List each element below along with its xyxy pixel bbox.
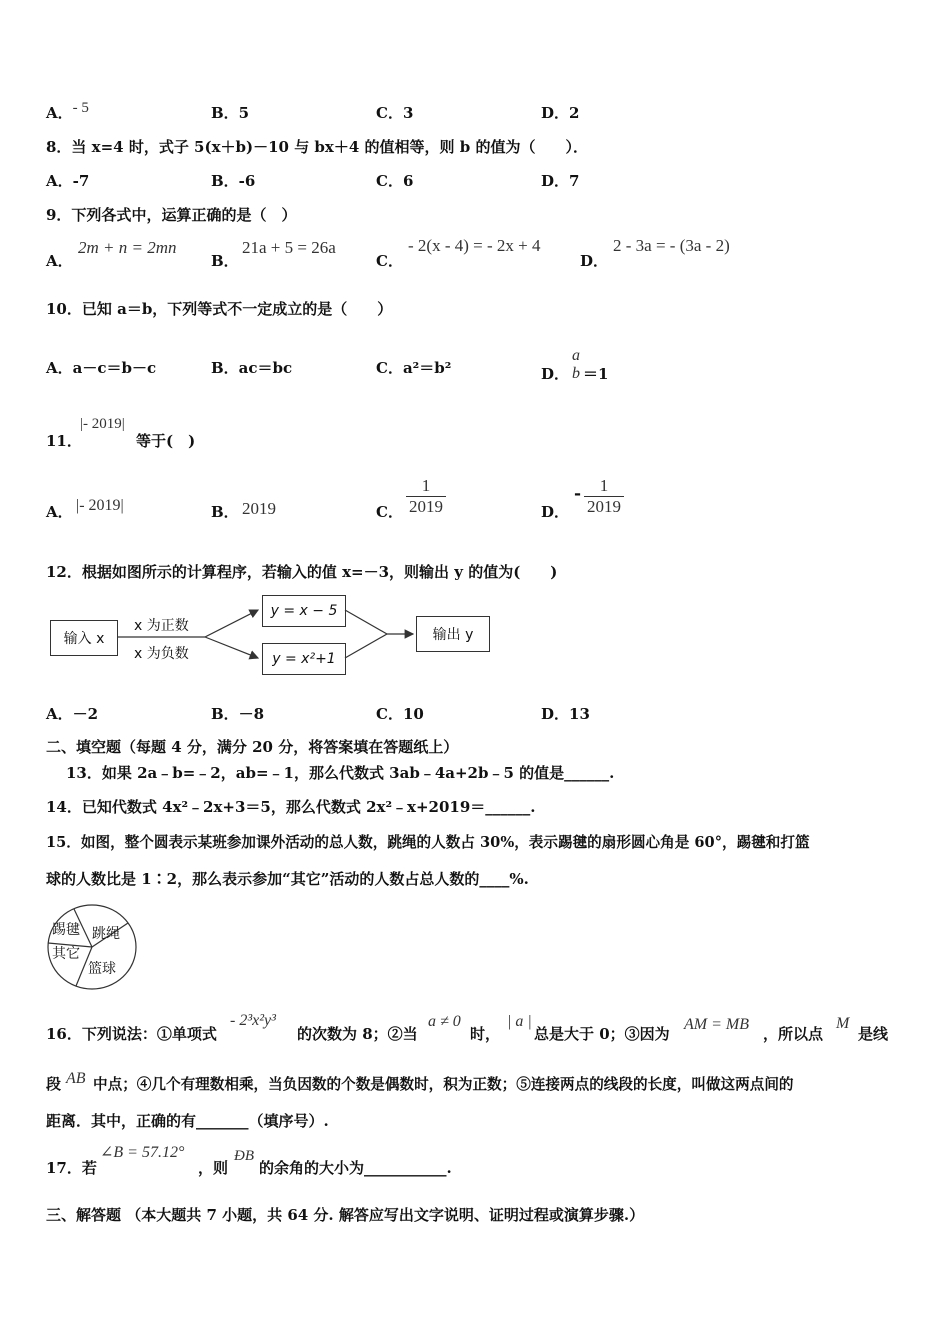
q11-option-d-fraction [584, 476, 624, 517]
q11-abs-value: |- 2019| [80, 416, 125, 432]
q7-a-letter: A． [46, 104, 73, 122]
q11-option-d-letter: D． [541, 503, 570, 521]
q16-part-f: 是线 [858, 1025, 889, 1043]
q9-option-b-math: 21a + 5 = 26a [242, 238, 336, 257]
flow-positive-label: x 为正数 [134, 618, 189, 634]
q11-option-d-sign: - [574, 484, 582, 504]
q11-option-a-letter: A． [46, 503, 73, 521]
q16-equation: AM = MB [684, 1016, 749, 1033]
q16-monomial: - 2³x²y³ [230, 1012, 276, 1029]
flow-positive-box: y = x − 5 [262, 595, 346, 627]
q9-stem: 9．下列各式中，运算正确的是（ ） [46, 206, 297, 224]
q16-line2-b: 中点；④几个有理数相乘，当负因数的个数是偶数时，积为正数；⑤连接两点的线段的长度，叫做这两点间的 [93, 1076, 794, 1093]
q15-line2: 球的人数比是 1∶2，那么表示参加“其它”活动的人数占总人数的____%. [46, 870, 529, 888]
q16-abs-a: | a | [507, 1013, 532, 1030]
q17-part-c: 的余角的大小为___________. [259, 1159, 452, 1177]
q11-option-a-value: |- 2019| [76, 497, 124, 514]
q7-option-d: D．2 [541, 104, 580, 122]
q17-angle: ∠B = 57.12° [100, 1144, 185, 1161]
q16-line2-a: 段 [46, 1075, 62, 1093]
q10-d-letter: D． [541, 365, 570, 383]
q11-tail: 等于( ) [136, 432, 196, 450]
q11-number: 11． [46, 432, 82, 450]
q13-text: 13．如果 2a﹣b=﹣2，ab=﹣1，那么代数式 3ab﹣4a+2b﹣5 的值是______. [66, 764, 615, 782]
q17-symbol: ÐB [234, 1148, 254, 1164]
q11-option-b-letter: B． [211, 503, 239, 521]
q12-option-c: C．10 [376, 705, 424, 723]
q10-option-d [541, 347, 609, 393]
q9-option-c-letter: C． [376, 252, 403, 270]
q16-line3: 距离．其中，正确的有_______（填序号）. [46, 1112, 329, 1130]
pie-label-tiaosheng: 跳绳 [92, 926, 120, 942]
q8-stem: 8．当 x=4 时，式子 5(x＋b)－10 与 bx＋4 的值相等，则 b 的值为（ ）． [46, 138, 588, 156]
flow-input-box: 输入 x [50, 620, 118, 656]
q17-part-b: ，则 [198, 1159, 229, 1177]
q8-option-a: A．-7 [46, 172, 90, 190]
flow-negative-label: x 为负数 [134, 646, 189, 662]
q16-part-b: 的次数为 8；②当 [297, 1025, 418, 1043]
q12-stem: 12．根据如图所示的计算程序，若输入的值 x=－3，则输出 y 的值为( ) [46, 563, 558, 581]
q7-a-value: - 5 [72, 100, 89, 116]
q8-option-b: B．-6 [211, 172, 256, 190]
q10-option-c: C．a²＝b² [376, 359, 452, 377]
q16-point-m: M [836, 1015, 850, 1032]
q15-pie-diagram [46, 903, 138, 991]
q8-option-c: C．6 [376, 172, 414, 190]
q16-segment-ab: AB [66, 1070, 86, 1087]
q16-part-c: 时， [470, 1025, 501, 1043]
q10-d-denominator: b [572, 365, 581, 382]
q12-option-b: B．－8 [211, 705, 265, 723]
flow-negative-box: y = x²+1 [262, 643, 346, 675]
q9-option-a-letter: A． [46, 252, 73, 270]
q14-text: 14．已知代数式 4x²﹣2x+3＝5，那么代数式 2x²﹣x+2019＝______. [46, 798, 536, 816]
q10-option-a: A．a－c＝b－c [46, 359, 157, 377]
q10-option-b: B．ac＝bc [211, 359, 293, 377]
q9-option-a-math: 2m + n = 2mn [78, 238, 177, 257]
q11-d-numerator: 1 [584, 476, 624, 497]
q11-option-c-letter: C． [376, 503, 403, 521]
q12-option-a: A．－2 [46, 705, 99, 723]
flow-arrows [0, 0, 520, 700]
q12-option-d: D．13 [541, 705, 590, 723]
q15-line1: 15．如图，整个圆表示某班参加课外活动的总人数，跳绳的人数占 30%，表示踢毽的扇形圆心角是 60°，踢毽和打篮 [46, 834, 810, 851]
q16-condition: a ≠ 0 [428, 1013, 461, 1030]
q7-option-c: C．3 [376, 104, 414, 122]
section-2-heading: 二、填空题（每题 4 分，满分 20 分，将答案填在答题纸上） [46, 738, 459, 756]
q10-d-fraction [569, 347, 583, 383]
q16-part-d: 总是大于 0；③因为 [534, 1025, 670, 1043]
flow-output-box: 输出 y [416, 616, 490, 652]
q11-option-b-value: 2019 [242, 499, 276, 518]
q9-option-c-math: - 2(x - 4) = - 2x + 4 [408, 236, 541, 255]
q8-option-d: D．7 [541, 172, 580, 190]
q9-option-d-math: 2 - 3a = - (3a - 2) [613, 236, 730, 255]
q10-d-numerator: a [572, 347, 581, 364]
q11-c-numerator: 1 [406, 476, 446, 497]
q9-option-b-letter: B． [211, 252, 239, 270]
pie-label-qita: 其它 [52, 946, 80, 962]
q11-d-denominator: 2019 [587, 497, 621, 516]
q7-option-b: B．5 [211, 104, 250, 122]
q11-c-denominator: 2019 [409, 497, 443, 516]
pie-label-jianzi: 踢毽 [52, 922, 80, 938]
q16-part-a: 16．下列说法：①单项式 [46, 1025, 217, 1043]
q10-d-tail: ＝1 [583, 365, 609, 383]
q10-stem: 10．已知 a＝b，下列等式不一定成立的是（ ） [46, 300, 393, 318]
q9-option-d-letter: D． [580, 252, 609, 270]
pie-label-lanqiu: 篮球 [88, 961, 116, 977]
section-3-heading: 三、解答题 （本大题共 7 小题，共 64 分. 解答应写出文字说明、证明过程或演算步骤.） [46, 1206, 645, 1224]
q17-part-a: 17．若 [46, 1159, 97, 1177]
q16-part-e: ，所以点 [763, 1025, 824, 1043]
